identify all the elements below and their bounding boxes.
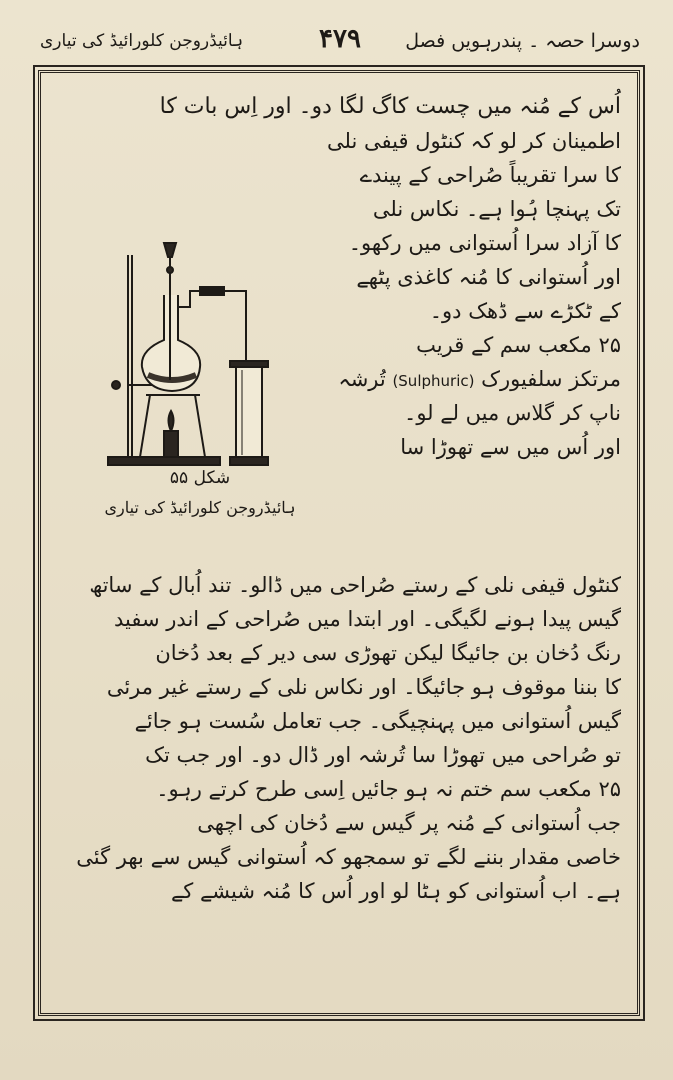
header-section-title: دوسرا حصہ ۔ پندرہویں فصل bbox=[405, 30, 640, 52]
text-line-b7: ۲۵ مکعب سم ختم نہ ہو جائیں اِسی طرح کرتے رہو۔ bbox=[156, 777, 621, 801]
text-line-4: تک پہنچا ہُوا ہے۔ نکاس نلی bbox=[372, 197, 621, 221]
text-line-b2: گیس پیدا ہونے لگیگی۔ اور ابتدا میں صُراحی کے اندر سفید bbox=[114, 607, 621, 631]
page-header bbox=[40, 24, 640, 62]
text-line-2: اطمینان کر لو کہ کنٹول قیفی نلی bbox=[327, 129, 621, 153]
page-number: ۴۷۹ bbox=[319, 24, 361, 54]
text-line-10: ناپ کر گلاس میں لے لو۔ bbox=[404, 401, 621, 425]
header-chapter-title: ہائیڈروجن کلورائیڈ کی تیاری bbox=[40, 31, 244, 51]
sulphuric-latin: (Sulphuric) bbox=[392, 372, 475, 390]
narrow-column bbox=[327, 124, 621, 464]
sulphuric-after: مرتکز سلفیورک bbox=[481, 367, 621, 391]
bottom-paragraph bbox=[76, 568, 621, 908]
text-line-b8: جب اُستوانی کے مُنہ پر گیس سے دُخان کی اچھی bbox=[197, 811, 621, 835]
text-line-5: کا آزاد سرا اُستوانی میں رکھو۔ bbox=[348, 231, 621, 255]
sulphuric-before: تُرشہ bbox=[338, 367, 386, 391]
text-line-sulphuric bbox=[327, 362, 621, 396]
text-line-b6: تو صُراحی میں تھوڑا سا تُرشہ اور ڈال دو۔ اور جب تک bbox=[145, 743, 621, 767]
text-line-11: اور اُس میں سے تھوڑا سا bbox=[400, 435, 621, 459]
figure-caption-text: ہائیڈروجن کلورائیڈ کی تیاری bbox=[104, 498, 296, 517]
apparatus-figure bbox=[80, 235, 300, 495]
text-line-b9: خاصی مقدار بننے لگے تو سمجھو کہ اُستوانی گیس سے بھر گئی bbox=[76, 845, 621, 869]
text-line-b1: کنٹول قیفی نلی کے رستے صُراحی میں ڈالو۔ تند اُبال کے ساتھ bbox=[89, 573, 621, 597]
text-line-8: ۲۵ مکعب سم کے قریب bbox=[416, 333, 621, 357]
text-line-6: اور اُستوانی کا مُنہ کاغذی پٹھے bbox=[356, 265, 621, 289]
apparatus-flask-cylinder-illustration bbox=[80, 235, 300, 495]
figure-caption-number: شکل ۵۵ bbox=[169, 468, 231, 488]
text-line-b3: رنگ دُخان بن جائیگا لیکن تھوڑی سی دیر کے بعد دُخان bbox=[155, 641, 621, 665]
text-line-b4: کا بننا موقوف ہو جائیگا۔ اور نکاس نلی کے رستے غیر مرئی bbox=[106, 675, 621, 699]
text-line-b10: ہے۔ اب اُستوانی کو ہٹا لو اور اُس کا مُنہ شیشے کے bbox=[170, 879, 621, 903]
text-line-7: کے ٹکڑے سے ڈھک دو۔ bbox=[429, 299, 621, 323]
text-line-3: کا سرا تقریباً صُراحی کے پیندے bbox=[359, 163, 621, 187]
text-line-1: اُس کے مُنہ میں چست کاگ لگا دو۔ اور اِس بات کا bbox=[159, 94, 621, 119]
text-line-b5: گیس اُستوانی میں پہنچیگی۔ جب تعامل سُست ہو جائے bbox=[134, 709, 621, 733]
paragraph-line bbox=[160, 90, 621, 124]
